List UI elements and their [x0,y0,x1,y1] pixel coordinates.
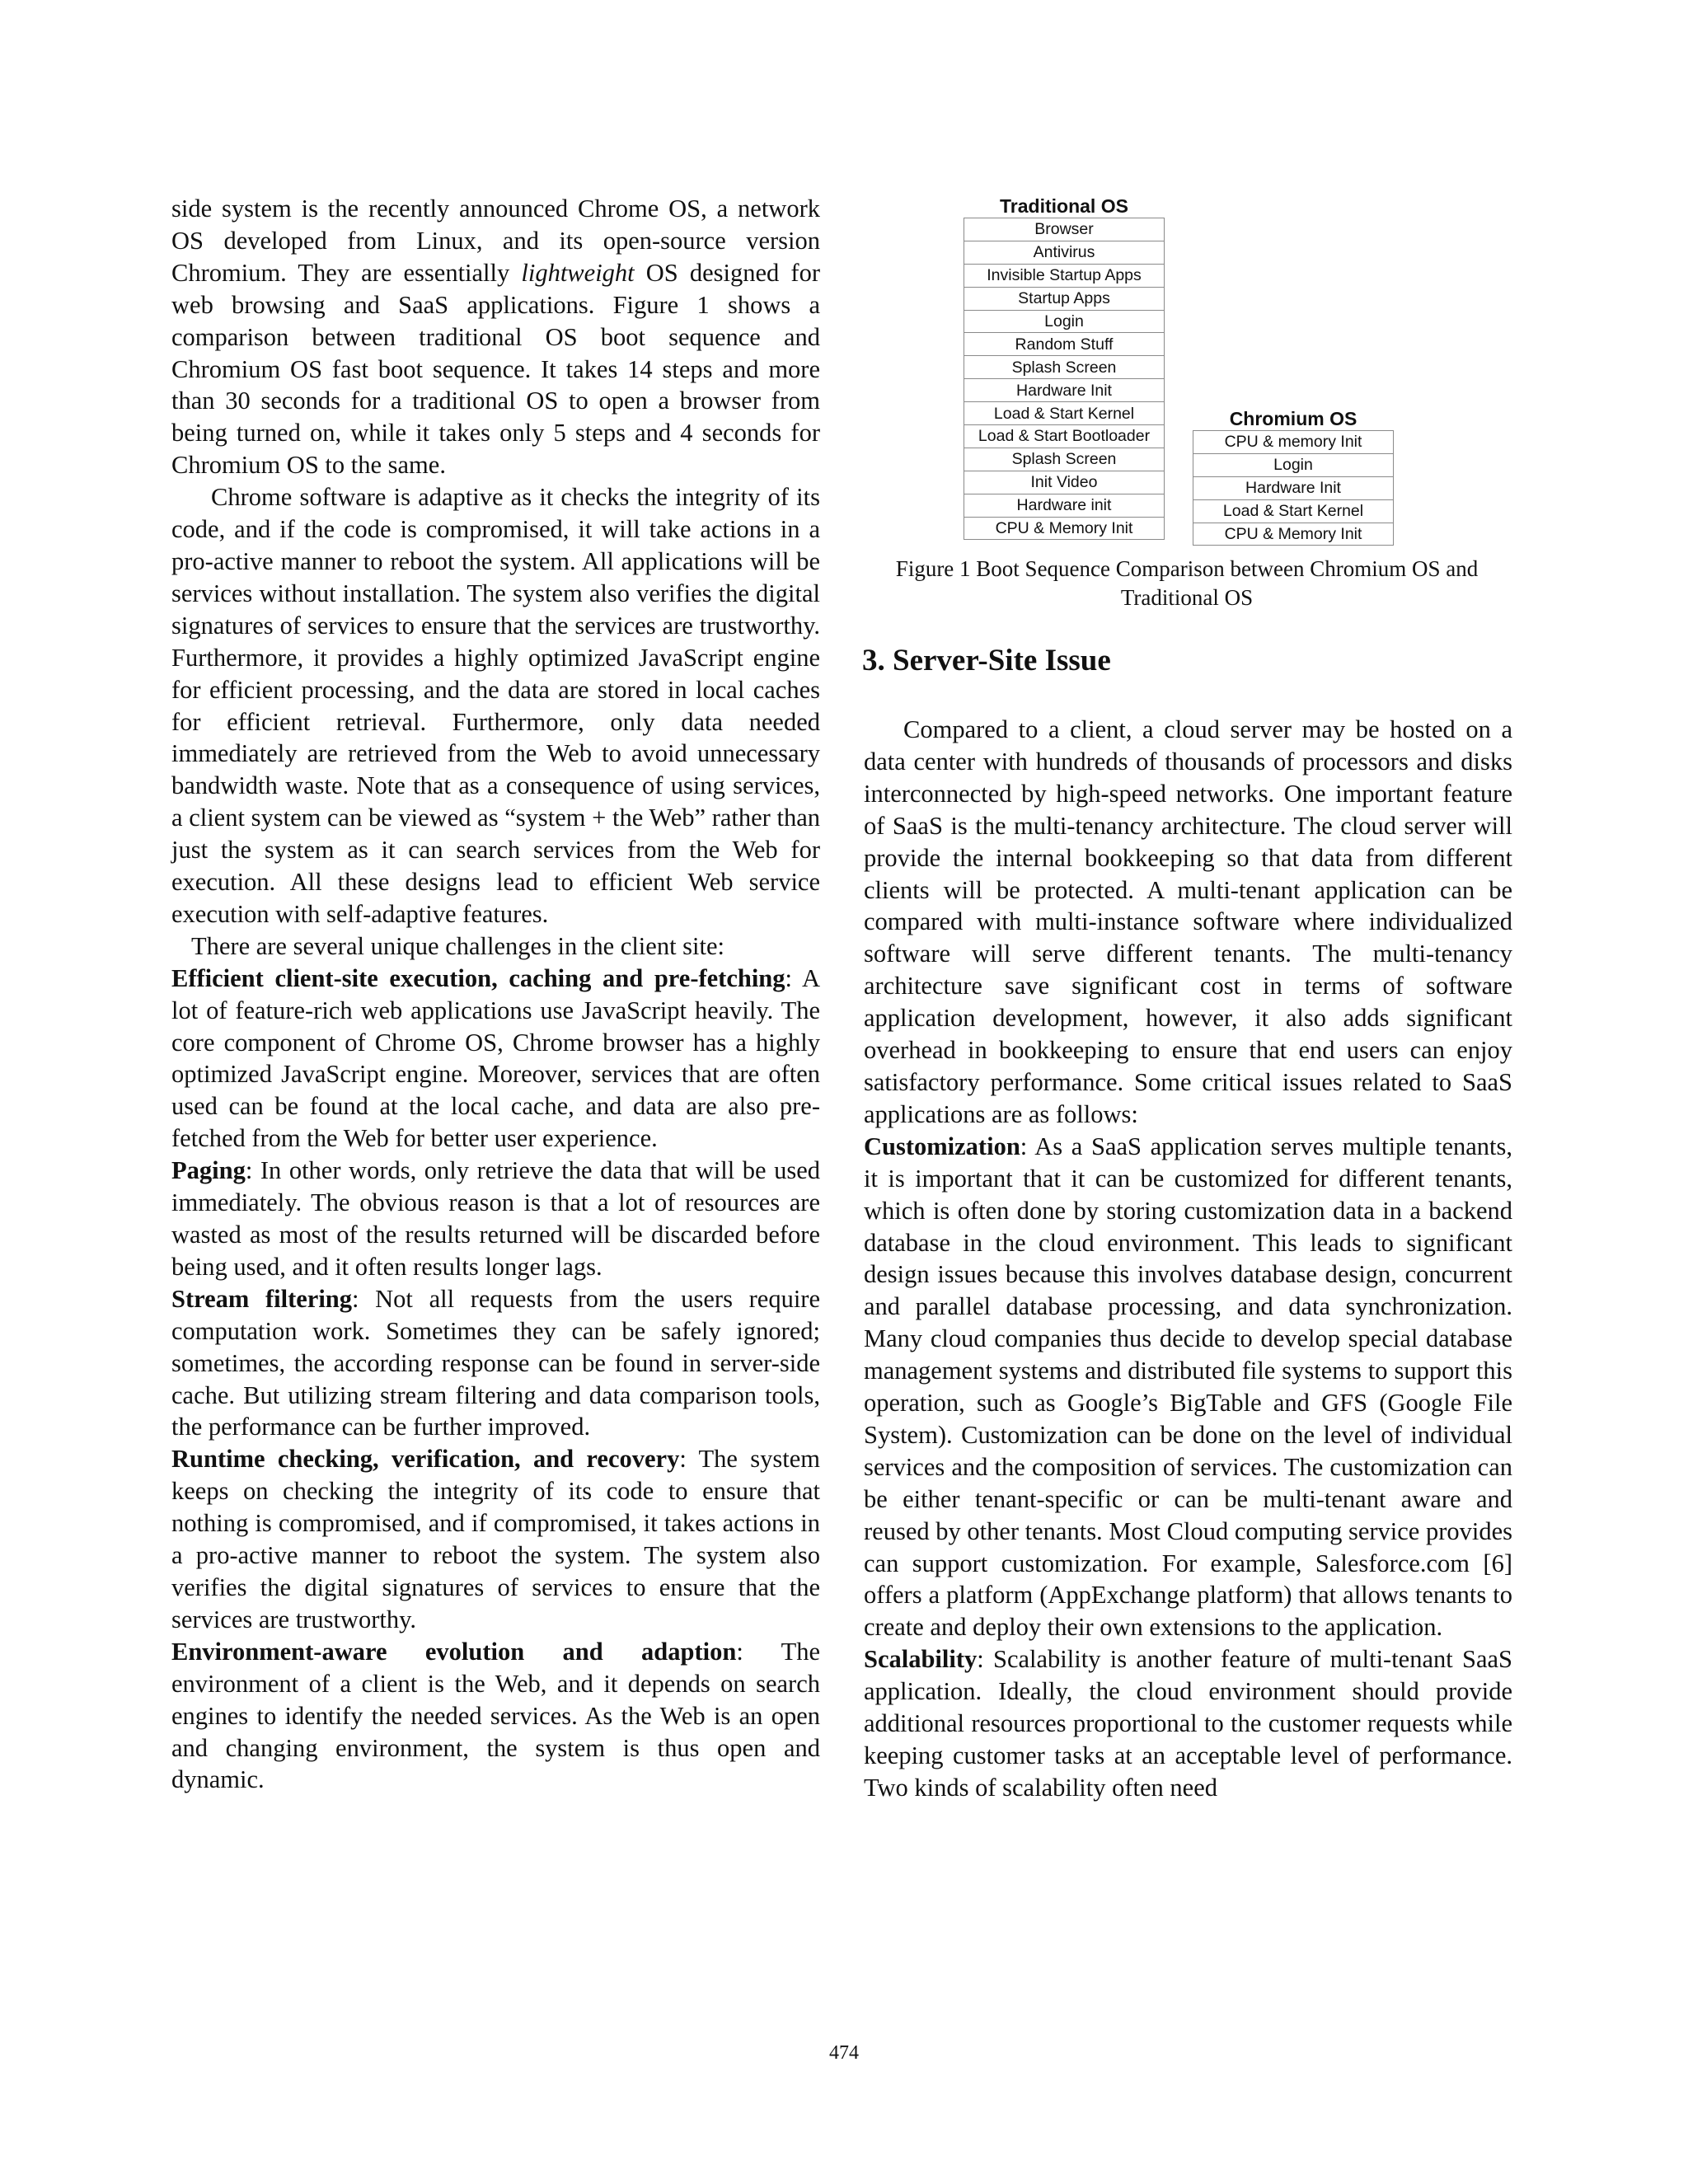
boot-step: Login [1193,453,1394,476]
challenge-term: Runtime checking, verification, and recovery [171,1445,680,1474]
boot-step: Splash Screen [964,448,1165,471]
challenge-term: Environment-aware evolution and adaption [171,1637,737,1666]
right-column [864,714,1512,1804]
section-heading: 3. Server-Site Issue [862,644,1111,677]
traditional-os-steps [964,218,1165,540]
boot-step: Init Video [964,471,1165,494]
issue-text: : Scalability is another feature of multi-tenant SaaS application. Ideally, the cloud environment should provide additional resources proportional to the customer requests while keeping customer tasks at an acceptable level of performance. Two kinds of scalability often need [864,1645,1512,1802]
challenge-term: Paging [171,1156,246,1185]
boot-step: Browser [964,218,1165,241]
challenge-text: : In other words, only retrieve the data that will be used immediately. The obvious reason is that a lot of resources are wasted as most of the results returned will be discarded before being used, and it often results longer lags. [171,1156,820,1281]
issue-text: : As a SaaS application serves multiple tenants, it is important that it can be customized for different tenants, which is often done by storing customization data in a backend database in the cloud environment. This leads to significant design issues because this involves database design, concurrent and parallel database processing, and data synchronization. Many cloud companies thus decide to develop special database management systems and distributed file systems to support this operation, such as Google’s BigTable and GFS (Google File System). Customization can be done on the level of individual services and the composition of services. The customization can be either tenant-specific or can be multi-tenant aware and reused by other tenants. Most Cloud computing service provides can support customization. For example, Salesforce.com [6] offers a platform (AppExchange platform) that allows tenants to create and deploy their own extensions to the application. [864,1132,1512,1642]
challenge-item [171,1636,820,1797]
boot-step: Splash Screen [964,356,1165,379]
chromium-os-title: Chromium OS [1229,408,1357,429]
issue-item [864,1131,1512,1644]
boot-step: Load & Start Kernel [1193,499,1394,523]
challenge-text: : Not all requests from the users require computation work. Sometimes they can be safely ignored; sometimes, the according response can be found in server-side cache. But utilizing stream filtering and data comparison tools, the performance can be further improved. [171,1284,820,1441]
challenge-text: : The environment of a client is the Web, and it depends on search engines to identify the needed services. As the Web is an open and changing environment, the system is thus open and dynamic. [171,1637,821,1794]
boot-step: CPU & Memory Init [964,517,1165,540]
chromium-os-stack [1193,407,1394,546]
challenge-item [171,1155,820,1283]
boot-step: Hardware Init [964,379,1165,402]
page-number: 474 [829,2042,859,2064]
issue-item [864,1643,1512,1804]
traditional-os-title: Traditional OS [1000,195,1128,217]
paragraph-text: OS designed for web browsing and SaaS applications. Figure 1 shows a comparison between traditional OS boot sequence and Chromium OS fast boot sequence. It takes 14 steps and more than 30 seconds for a traditional OS to open a browser from being turned on, while it takes only 5 steps and 4 seconds for Chromium OS to the same. [171,258,820,480]
boot-step: Random Stuff [964,333,1165,356]
boot-step: Hardware init [964,494,1165,517]
boot-step: Startup Apps [964,287,1165,310]
challenge-item [171,963,820,1155]
boot-step: CPU & Memory Init [1193,523,1394,546]
issue-term: Customization [864,1132,1020,1160]
boot-step: Hardware Init [1193,476,1394,499]
challenge-term: Stream filtering [171,1284,352,1313]
paragraph-adaptive: Chrome software is adaptive as it checks the integrity of its code, and if the code is compromised, it will take actions in a pro-active manner to reboot the system. All applications will be services without installation. The system also verifies the digital signatures of services to ensure that the services are trustworthy. Furthermore, it provides a highly optimized JavaScript engine for efficient processing, and the data are stored in local caches for efficient retrieval. Furthermore, only data needed immediately are retrieved from the Web to avoid unnecessary bandwidth waste. Note that as a consequence of using services, a client system can be viewed as “system + the Web” rather than just the system as it can search services from the Web for execution. All these designs lead to efficient Web service execution with self-adaptive features. [171,483,820,928]
boot-step: Load & Start Bootloader [964,425,1165,448]
challenge-item [171,1443,820,1635]
paragraph-text: side system is the recently announced Chrome OS, a network OS developed from Linux, and its open-source version Chromium. They are essentially [171,194,820,287]
challenge-text: : The system keeps on checking the integrity of its code to ensure that nothing is compromised, and if compromised, it takes actions in a pro-active manner to reboot the system. The system also verifies the digital signatures of services to ensure that the services are trustworthy. [171,1445,820,1633]
challenge-item [171,1283,820,1444]
issue-term: Scalability [864,1645,978,1674]
boot-step: Load & Start Kernel [964,402,1165,425]
challenge-term: Efficient client-site execution, caching and pre-fetching [171,963,785,992]
boot-step: Invisible Startup Apps [964,264,1165,287]
boot-step: Login [964,310,1165,333]
paragraph-server-intro: Compared to a client, a cloud server may be hosted on a data center with hundreds of thousands of processors and disks interconnected by high-speed networks. One important feature of SaaS is the multi-tenancy architecture. The cloud server will provide the internal bookkeeping so that data from different clients will be protected. A multi-tenant application can be compared with multi-instance software where individualized software will serve different tenants. The multi-tenancy architecture save significant cost in terms of software application development, however, it also adds significant overhead in bookkeeping to ensure that end users can enjoy satisfactory performance. Some critical issues related to SaaS applications are as follows: [864,715,1512,1128]
boot-step: CPU & memory Init [1193,431,1394,454]
traditional-os-stack [964,194,1165,540]
figure-caption: Figure 1 Boot Sequence Comparison between Chromium OS and Traditional OS [895,556,1479,610]
chromium-os-steps [1193,430,1394,546]
left-column [171,193,820,1796]
boot-step: Antivirus [964,241,1165,264]
emphasis-lightweight: lightweight [521,258,635,287]
paragraph-chrome-os [171,193,820,481]
challenge-text: : A lot of feature-rich web applications use JavaScript heavily. The core component of Chrome OS, Chrome browser has a highly optimized JavaScript engine. Moreover, services that are often used can be found at the local cache, and data are also pre-fetched from the Web for better user experience. [171,963,820,1153]
paragraph-challenges-intro: There are several unique challenges in the client site: [191,931,724,960]
